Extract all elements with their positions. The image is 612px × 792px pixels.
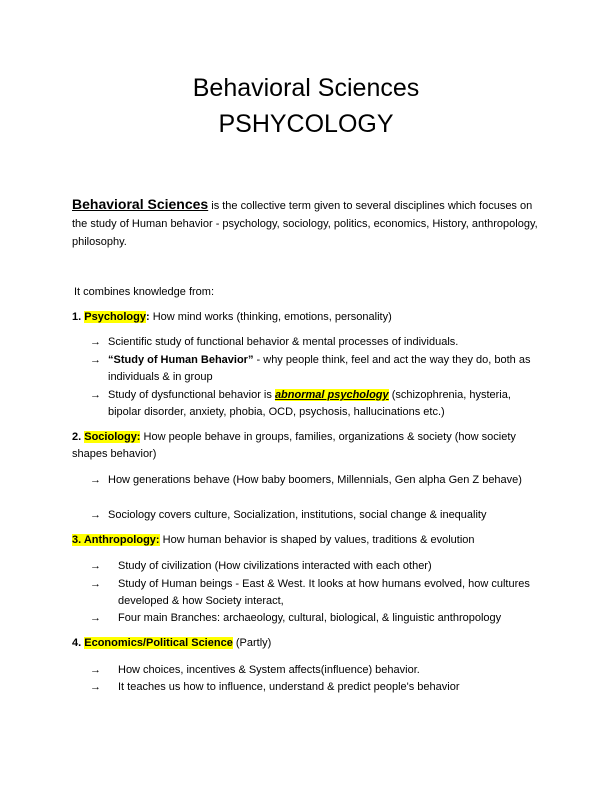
emphasis-phrase: “Study of Human Behavior”: [108, 354, 254, 366]
list-item-rest: - why people think, feel and act the way they do, both as individuals & in group: [108, 354, 531, 383]
section-description: (Partly): [232, 637, 272, 649]
list-item: [90, 610, 542, 627]
page-title: Behavioral Sciences: [192, 74, 420, 102]
list-item-text: How generations behave (How baby boomers, Millennials, Gen alpha Gen Z behave): [108, 474, 522, 486]
section-name-highlight: 3. Anthropology:: [72, 534, 160, 546]
section-description: How human behavior is shaped by values, traditions & evolution: [159, 534, 475, 546]
combine-heading: It combines knowledge from:: [74, 286, 215, 298]
arrow-icon: →: [90, 578, 101, 590]
list-item: [90, 679, 542, 696]
arrow-icon: →: [90, 560, 101, 572]
arrow-icon: →: [90, 509, 101, 521]
section-number: 4.: [72, 637, 82, 649]
intro-paragraph: [72, 195, 542, 251]
list-item: [90, 472, 542, 489]
section-name-highlight: Economics/Political Science: [84, 637, 233, 649]
list-item-text: Scientific study of functional behavior & mental processes of individuals.: [108, 336, 459, 348]
page-subtitle: PSHYCOLOGY: [218, 110, 394, 138]
section-description: How people behave in groups, families, organizations & society (how society shapes behavior): [72, 431, 516, 460]
list-item-text: Study of civilization (How civilizations interacted with each other): [118, 560, 432, 572]
section-heading-economics: [72, 635, 542, 652]
list-item: [90, 576, 542, 610]
arrow-icon: →: [90, 474, 101, 486]
list-item-text: Four main Branches: archaeology, cultural, biological, & linguistic anthropology: [118, 612, 502, 624]
list-item: [90, 387, 542, 421]
arrow-icon: →: [90, 612, 101, 624]
list-item: [90, 558, 542, 575]
section-number: 1.: [72, 311, 82, 323]
list-item: [90, 507, 542, 524]
list-item-text: It teaches us how to influence, understand & predict people's behavior: [118, 681, 460, 693]
list-item: [90, 334, 542, 351]
list-item-text: How choices, incentives & System affects(influence) behavior.: [118, 664, 420, 676]
section-heading-anthropology: [72, 532, 542, 549]
section-name-highlight: Psychology: [84, 311, 146, 323]
list-item-text: [108, 352, 542, 386]
section-name-highlight: Sociology:: [84, 431, 141, 443]
list-item-post: (schizophrenia, hysteria, bipolar disorder, anxiety, phobia, OCD, psychosis, hallucinations etc.): [108, 389, 511, 418]
list-item-text: Sociology covers culture, Socialization, institutions, social change & inequality: [108, 509, 487, 521]
section-number: 2.: [72, 431, 82, 443]
list-item-text: [108, 387, 542, 421]
highlighted-term: abnormal psychology: [274, 389, 389, 401]
list-item: [90, 662, 542, 679]
intro-lead-term: Behavioral Sciences: [72, 196, 209, 212]
list-item-text: Study of Human beings - East & West. It looks at how humans evolved, how cultures developed & how Society interact,: [118, 578, 530, 607]
section-heading-sociology: [72, 429, 542, 463]
section-heading-psychology: [72, 309, 542, 326]
section-description: How mind works (thinking, emotions, personality): [149, 311, 392, 323]
arrow-icon: →: [90, 354, 101, 366]
arrow-icon: →: [90, 389, 101, 401]
arrow-icon: →: [90, 336, 101, 348]
list-item: [90, 352, 542, 386]
intro-text: is the collective term given to several disciplines which focuses on the study of Human behavior - psychology, sociology, politics, economics, History, anthropology, philosophy.: [72, 200, 538, 248]
section-colon: :: [146, 311, 150, 323]
arrow-icon: →: [90, 664, 101, 676]
list-item-pre: Study of dysfunctional behavior is: [108, 389, 275, 401]
arrow-icon: →: [90, 681, 101, 693]
